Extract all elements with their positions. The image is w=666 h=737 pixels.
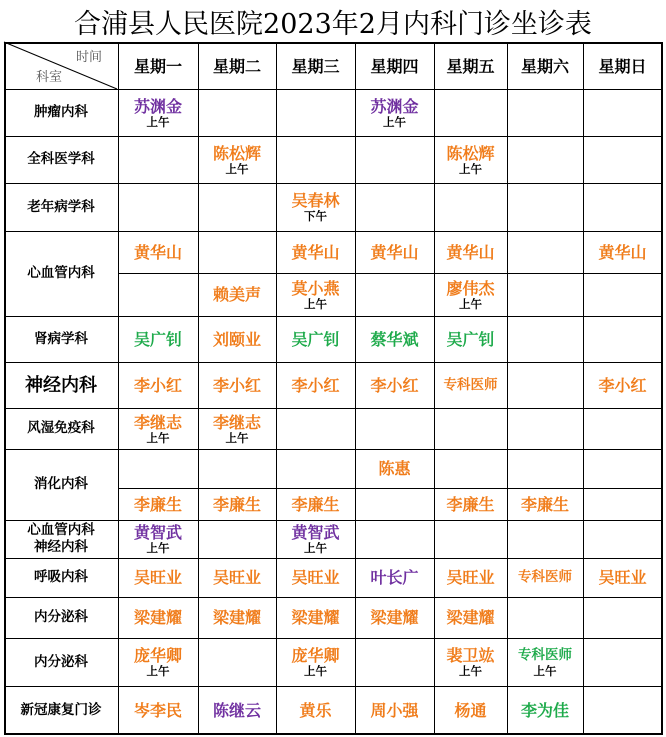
doctor-name: 黄华山 [598,242,647,262]
schedule-cell [507,488,583,520]
schedule-cell [198,638,276,686]
department-label [4,686,118,734]
doctor-name: 黄华山 [291,242,340,262]
doctor-name: 岑李民 [133,700,182,720]
department-name: 全科医学科 [27,151,95,167]
department-name: 呼吸内科 [34,569,88,585]
doctor-name: 梁建耀 [446,608,495,627]
schedule-cell [507,597,583,638]
schedule-cell [118,273,198,316]
doctor-name: 专科医师 [443,376,498,393]
day-header: 星期四 [370,57,419,76]
department-label [4,558,118,597]
schedule-cell [507,520,583,558]
schedule-cell [434,273,507,316]
schedule-cell [276,273,355,316]
schedule-cell [198,449,276,488]
doctor-name: 梁建耀 [370,608,419,627]
schedule-cell [276,362,355,408]
schedule-cell [276,183,355,231]
department-name: 心血管内科 [27,265,95,281]
schedule-cell [583,362,662,408]
department-name: 新冠康复门诊 [20,701,102,718]
session-label: 上午 [304,296,327,311]
schedule-cell [198,408,276,449]
doctor-name: 吴旺业 [291,568,340,587]
schedule-cell [507,316,583,362]
doctor-name: 陈惠 [378,459,411,478]
doctor-name: 黄华山 [133,242,182,262]
corner-time-label: 时间 [76,50,103,65]
day-header: 星期一 [133,57,182,76]
schedule-cell [118,638,198,686]
department-label [4,136,118,183]
doctor-name: 吴春林 [291,191,340,210]
doctor-name: 李小红 [291,375,340,395]
schedule-cell [583,449,662,488]
schedule-cell [118,597,198,638]
schedule-cell [198,686,276,734]
doctor-name: 苏渊金 [370,96,419,116]
session-label: 上午 [459,296,482,311]
doctor-name: 李廉生 [446,494,495,514]
schedule-cell [198,89,276,136]
schedule-cell [276,638,355,686]
schedule-cell [355,488,434,520]
schedule-cell [583,597,662,638]
session-label: 上午 [459,161,482,176]
doctor-name: 李廉生 [133,494,182,514]
session-label: 上午 [304,664,327,678]
schedule-cell [276,231,355,273]
doctor-name: 陈松辉 [446,143,495,163]
doctor-name: 黄智武 [133,523,182,542]
schedule-cell [583,316,662,362]
schedule-cell [507,558,583,597]
session-label: 上午 [146,430,170,445]
department-label [4,449,118,520]
schedule-cell [118,136,198,183]
doctor-name: 叶长广 [370,568,419,587]
schedule-cell [118,449,198,488]
schedule-cell [118,558,198,597]
doctor-name: 黄华山 [446,242,495,262]
schedule-cell [118,89,198,136]
department-name: 内分泌科 [34,609,88,625]
doctor-name: 陈松辉 [212,143,261,163]
schedule-cell [276,316,355,362]
schedule-cell [276,136,355,183]
doctor-name: 专科医师 [518,569,572,585]
schedule-cell [198,597,276,638]
schedule-cell [355,597,434,638]
schedule-cell [355,231,434,273]
schedule-cell [118,520,198,558]
schedule-cell [355,449,434,488]
schedule-cell [583,273,662,316]
schedule-cell [583,638,662,686]
schedule-cell [434,686,507,734]
schedule-cell [198,273,276,316]
schedule-cell [118,231,198,273]
schedule-cell [355,183,434,231]
doctor-name: 陈继云 [212,700,261,720]
session-label: 上午 [225,161,249,176]
schedule-cell [276,558,355,597]
doctor-name: 吴旺业 [212,568,261,587]
schedule-cell [434,597,507,638]
doctor-name: 李为佳 [520,700,569,720]
schedule-cell [583,520,662,558]
schedule-cell [434,449,507,488]
schedule-cell [507,362,583,408]
doctor-name: 李廉生 [212,494,261,514]
corner-dept-label: 科室 [36,70,63,85]
schedule-cell [355,89,434,136]
schedule-cell [434,408,507,449]
schedule-cell [118,183,198,231]
session-label: 上午 [146,114,170,129]
doctor-name: 庞华卿 [291,646,340,665]
schedule-cell [507,686,583,734]
day-header: 星期二 [212,57,261,76]
doctor-name: 杨通 [454,700,487,720]
doctor-name: 李继志 [133,412,182,432]
schedule-cell [434,183,507,231]
doctor-name: 苏渊金 [133,96,182,116]
schedule-cell [583,136,662,183]
schedule-cell [198,488,276,520]
doctor-name: 李廉生 [291,494,340,514]
schedule-cell [583,408,662,449]
schedule-cell [507,231,583,273]
schedule-cell [276,686,355,734]
doctor-name: 李小红 [598,375,647,395]
schedule-cell [276,89,355,136]
schedule-cell [355,136,434,183]
department-label [4,638,118,686]
schedule-title: 合浦县人民医院2023年2月内科门诊坐诊表 [74,8,592,40]
doctor-name: 周小强 [370,700,419,720]
schedule-cell [583,231,662,273]
schedule-cell [118,408,198,449]
department-name: 内分泌科 [34,653,88,670]
schedule-cell [198,520,276,558]
department-label [4,89,118,136]
session-label: 上午 [459,664,482,678]
schedule-cell [118,686,198,734]
doctor-name: 黄智武 [291,523,340,542]
schedule-cell [507,136,583,183]
day-header: 星期三 [291,57,340,76]
schedule-cell [355,273,434,316]
department-label [4,597,118,638]
doctor-name: 李继志 [212,412,261,432]
schedule-cell [198,231,276,273]
day-header: 星期日 [598,57,647,76]
doctor-name: 梁建耀 [291,608,340,627]
department-label [4,183,118,231]
schedule-cell [434,316,507,362]
schedule-cell [583,686,662,734]
schedule-cell [276,597,355,638]
schedule-cell [583,183,662,231]
department-label [4,362,118,408]
schedule-cell [355,316,434,362]
doctor-name: 李小红 [370,375,419,395]
doctor-name: 梁建耀 [212,608,261,627]
schedule-cell [198,136,276,183]
department-name: 风湿免疫科 [27,420,95,436]
schedule-cell [355,686,434,734]
session-label: 上午 [533,664,557,678]
schedule-cell [507,273,583,316]
schedule-cell [434,231,507,273]
department-name: 肾病学科 [34,330,88,347]
schedule-cell [434,362,507,408]
schedule-cell [434,136,507,183]
doctor-name: 廖伟杰 [446,278,495,298]
department-label [4,231,118,316]
doctor-name: 庞华卿 [133,646,182,665]
schedule-cell [583,89,662,136]
schedule-cell [118,488,198,520]
department-name: 神经内科 [25,374,97,396]
doctor-name: 专科医师 [518,647,572,663]
schedule-cell [355,362,434,408]
schedule-cell [434,488,507,520]
session-label: 上午 [383,114,406,129]
doctor-name: 裴卫竑 [446,646,495,665]
schedule-cell [355,520,434,558]
schedule-cell [434,89,507,136]
schedule-cell [355,408,434,449]
schedule-cell [355,638,434,686]
schedule-cell [198,316,276,362]
doctor-name: 吴旺业 [446,568,495,587]
schedule-cell [355,558,434,597]
schedule-cell [276,408,355,449]
doctor-name: 蔡华斌 [370,329,419,349]
schedule-cell [198,558,276,597]
schedule-cell [507,408,583,449]
schedule-cell [507,89,583,136]
doctor-name: 莫小燕 [291,278,340,298]
schedule-cell [583,488,662,520]
schedule-cell [276,520,355,558]
doctor-name: 李廉生 [520,494,569,514]
doctor-name: 李小红 [133,375,182,395]
schedule-cell [434,520,507,558]
schedule-cell [507,449,583,488]
department-name: 心血管内科 [27,522,95,538]
session-label: 上午 [146,541,170,555]
schedule-cell [198,183,276,231]
department-name-2: 神经内科 [34,539,88,555]
department-name: 消化内科 [34,476,88,492]
department-label [4,408,118,449]
doctor-name: 刘颐业 [212,329,261,349]
doctor-name: 赖美声 [212,285,261,304]
department-name: 肿瘤内科 [34,104,88,120]
doctor-name: 李小红 [212,375,261,395]
session-label: 上午 [146,664,170,678]
doctor-name: 梁建耀 [133,608,182,627]
session-label: 上午 [304,541,327,555]
department-label [4,520,118,558]
schedule-cell [434,638,507,686]
schedule-cell [276,488,355,520]
department-name: 老年病学科 [27,198,95,215]
doctor-name: 吴广钊 [291,329,340,349]
schedule-cell [118,362,198,408]
schedule-cell [118,316,198,362]
doctor-name: 吴广钊 [446,329,495,349]
schedule-cell [276,449,355,488]
doctor-name: 黄华山 [370,242,419,262]
department-label [4,316,118,362]
schedule-cell [198,362,276,408]
schedule-cell [583,558,662,597]
schedule-cell [507,638,583,686]
schedule-cell [434,558,507,597]
doctor-name: 黄乐 [299,700,332,720]
session-label: 下午 [304,209,327,223]
day-header: 星期五 [446,57,495,76]
schedule-cell [507,183,583,231]
doctor-name: 吴广钊 [133,329,182,349]
session-label: 上午 [225,430,249,445]
doctor-name: 吴旺业 [133,568,182,587]
doctor-name: 吴旺业 [598,568,647,587]
day-header: 星期六 [520,57,569,76]
